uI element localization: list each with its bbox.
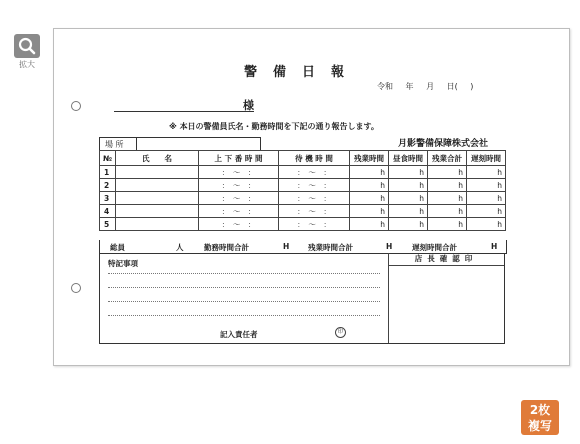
meal-cell[interactable]: h (389, 192, 428, 205)
name-cell[interactable] (116, 192, 199, 205)
late-cell[interactable]: h (467, 166, 506, 179)
overtime-total-cell[interactable]: h (428, 166, 467, 179)
header-name: 氏 名 (116, 151, 199, 166)
overtime-cell[interactable]: h (350, 179, 389, 192)
header-overtime: 残業時間 (350, 151, 389, 166)
table-row (100, 205, 506, 218)
standby-cell[interactable]: ： ～ ： (279, 179, 350, 192)
overtime-total-cell[interactable]: h (428, 218, 467, 231)
attendance-table (99, 150, 506, 231)
shift-cell[interactable]: ： ～ ： (199, 192, 279, 205)
company-name: 月影警備保障株式会社 (398, 139, 489, 149)
standby-cell[interactable]: ： ～ ： (279, 192, 350, 205)
seal-mark: 印 (335, 327, 346, 338)
binding-hole (71, 283, 81, 293)
table-header-row (100, 151, 506, 166)
table-row (100, 192, 506, 205)
header-overtime-total: 残業合計 (428, 151, 467, 166)
row-no: 3 (100, 192, 116, 205)
shift-cell[interactable]: ： ～ ： (199, 218, 279, 231)
late-cell[interactable]: h (467, 205, 506, 218)
work-total-label: 勤務時間合計 (204, 243, 249, 252)
overtime-total-unit: H (386, 242, 393, 251)
late-total-unit: H (491, 242, 498, 251)
overtime-cell[interactable]: h (350, 166, 389, 179)
meal-cell[interactable]: h (389, 179, 428, 192)
overtime-cell[interactable]: h (350, 205, 389, 218)
header-meal: 昼食時間 (389, 151, 428, 166)
writer-label: 記入責任者 (220, 330, 258, 339)
name-cell[interactable] (116, 218, 199, 231)
recipient-line (114, 97, 254, 112)
badge-line-1: 2枚 (529, 403, 551, 417)
copy-count-badge (521, 400, 559, 435)
shift-cell[interactable]: ： ～ ： (199, 179, 279, 192)
meal-cell[interactable]: h (389, 205, 428, 218)
overtime-cell[interactable]: h (350, 218, 389, 231)
late-cell[interactable]: h (467, 179, 506, 192)
overtime-total-cell[interactable]: h (428, 192, 467, 205)
shift-cell[interactable]: ： ～ ： (199, 205, 279, 218)
late-cell[interactable]: h (467, 218, 506, 231)
place-field (99, 137, 261, 151)
header-standby: 待 機 時 間 (279, 151, 350, 166)
late-cell[interactable]: h (467, 192, 506, 205)
overtime-total-label: 残業時間合計 (308, 243, 353, 252)
meal-cell[interactable]: h (389, 166, 428, 179)
recipient-suffix: 様 (243, 99, 254, 112)
standby-cell[interactable]: ： ～ ： (279, 166, 350, 179)
row-no: 4 (100, 205, 116, 218)
staff-total-label: 総員 (110, 243, 125, 252)
document-title: 警備日報 (244, 65, 361, 80)
work-total-unit: H (283, 242, 290, 251)
bottom-section (99, 253, 505, 344)
badge-line-2: 複写 (527, 419, 552, 433)
overtime-cell[interactable]: h (350, 192, 389, 205)
header-shift: 上 下 番 時 間 (199, 151, 279, 166)
date-line: 令和 年 月 日( ) (377, 82, 474, 91)
place-label: 場 所 (105, 140, 124, 149)
zoom-label: 拡大 (19, 60, 35, 69)
magnifier-icon (14, 34, 40, 58)
remarks-label: 特記事項 (108, 259, 138, 268)
row-no: 1 (100, 166, 116, 179)
header-late: 遅刻時間 (467, 151, 506, 166)
name-cell[interactable] (116, 205, 199, 218)
standby-cell[interactable]: ： ～ ： (279, 218, 350, 231)
meal-cell[interactable]: h (389, 218, 428, 231)
totals-row (99, 240, 507, 254)
table-row (100, 166, 506, 179)
row-no: 2 (100, 179, 116, 192)
table-row (100, 218, 506, 231)
zoom-button[interactable] (14, 34, 40, 70)
binding-hole (71, 101, 81, 111)
header-no: № (100, 151, 116, 166)
staff-total-unit: 人 (176, 243, 184, 252)
standby-cell[interactable]: ： ～ ： (279, 205, 350, 218)
name-cell[interactable] (116, 179, 199, 192)
report-notice: ※ 本日の警備員氏名・勤務時間を下記の通り報告します。 (169, 122, 379, 131)
table-row (100, 179, 506, 192)
report-form (99, 137, 505, 344)
name-cell[interactable] (116, 166, 199, 179)
daily-report-sheet (53, 28, 570, 366)
overtime-total-cell[interactable]: h (428, 179, 467, 192)
late-total-label: 遅刻時間合計 (412, 243, 457, 252)
approval-stamp-label: 店長確認印 (388, 253, 504, 266)
remarks-area[interactable] (100, 253, 389, 343)
shift-cell[interactable]: ： ～ ： (199, 166, 279, 179)
overtime-total-cell[interactable]: h (428, 205, 467, 218)
row-no: 5 (100, 218, 116, 231)
